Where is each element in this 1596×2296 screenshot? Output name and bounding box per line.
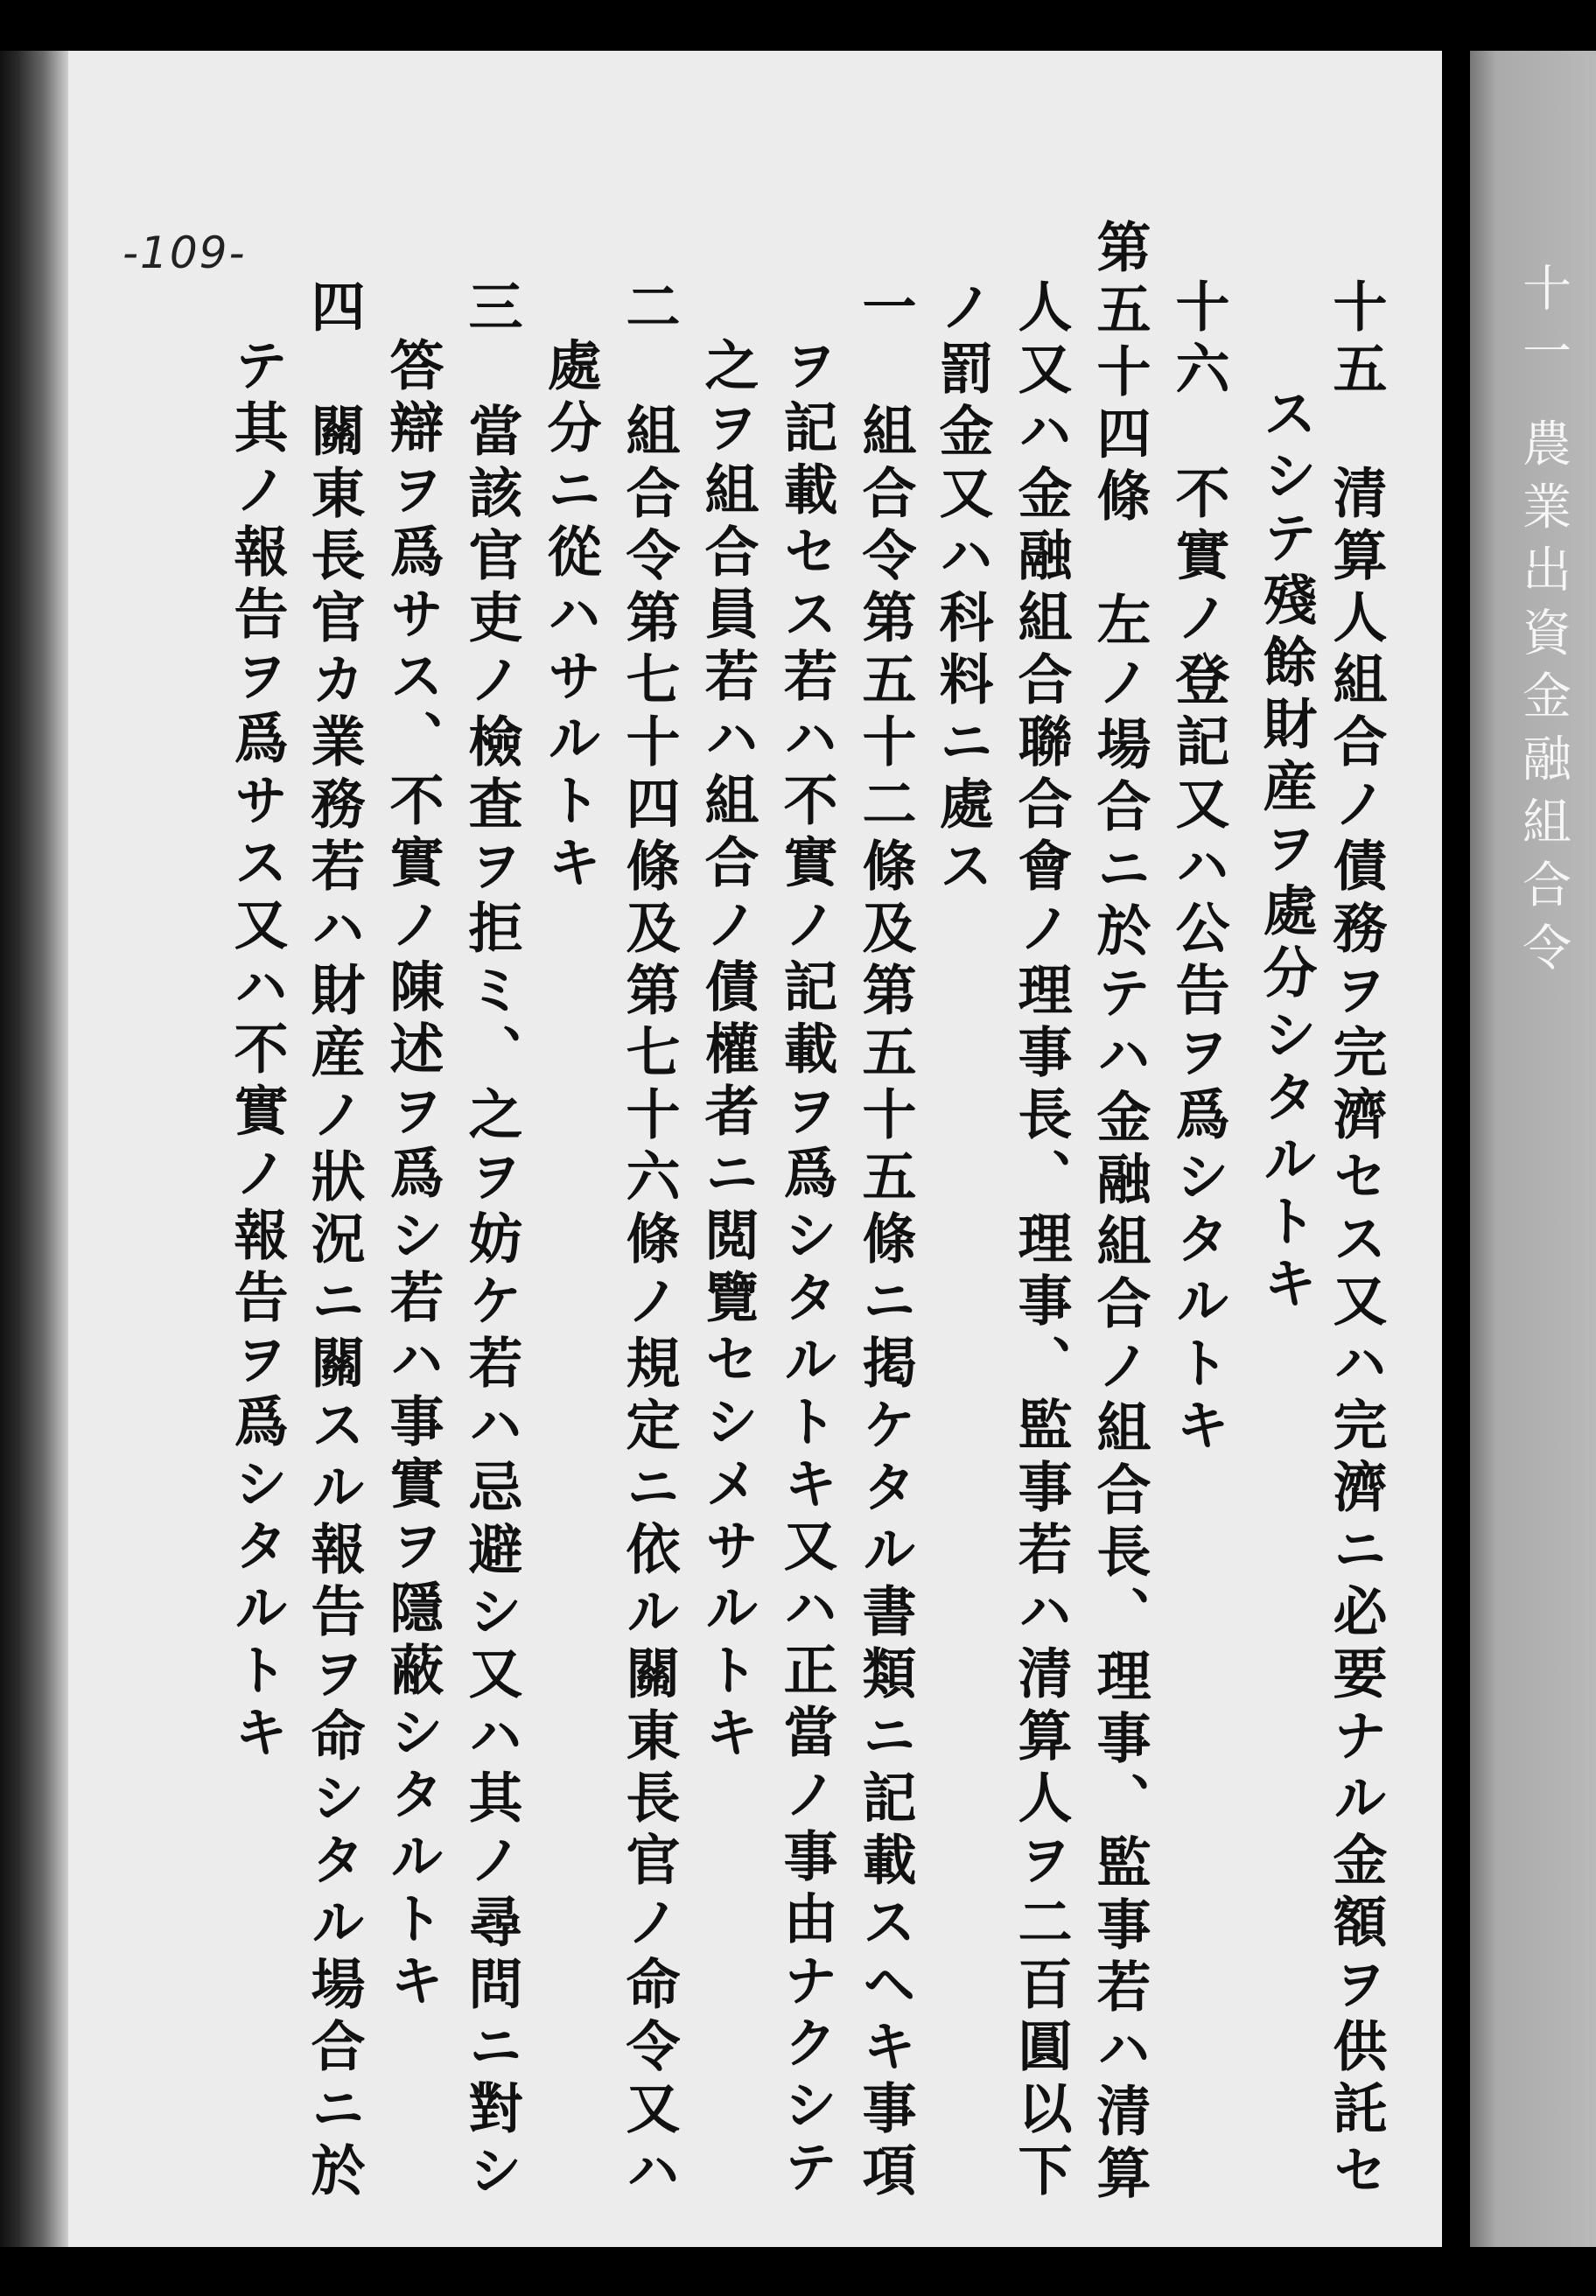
- text-column: 第五十四條 左ノ場合ニ於テハ金融組合ノ組合長、理事、監事若ハ清算: [1088, 219, 1152, 2207]
- book-binding-edge: [0, 51, 68, 2247]
- text-column: 三 當該官吏ノ檢査ヲ拒ミ、之ヲ妨ケ若ハ忌避シ又ハ其ノ尋問ニ對シ: [459, 278, 523, 2204]
- text-column: ヲ記載セス若ハ不實ノ記載ヲ爲シタルトキ又ハ正當ノ事由ナクシテ: [774, 337, 838, 2201]
- text-column: 之ヲ組合員若ハ組合ノ債權者ニ閲覽セシメサルトキ: [696, 337, 760, 1766]
- text-column: 四 關東長官カ業務若ハ財産ノ狀況ニ關スル報告ヲ命シタル場合ニ於: [302, 278, 366, 2204]
- text-column: 人又ハ金融組合聯合會ノ理事長、理事、監事若ハ清算人ヲ二百圓以下: [1009, 278, 1073, 2204]
- text-column: 處分ニ從ハサルトキ: [538, 337, 602, 896]
- text-column: 十六 不實ノ登記又ハ公告ヲ爲シタルトキ: [1166, 278, 1230, 1459]
- text-column: 十五 清算人組合ノ債務ヲ完濟セス又ハ完濟ニ必要ナル金額ヲ供託セ: [1324, 278, 1388, 2204]
- page-number: -109-: [122, 228, 247, 278]
- text-column: スシテ殘餘財産ヲ處分シタルトキ: [1254, 385, 1318, 1317]
- text-column: ノ罰金又ハ科料ニ處ス: [930, 278, 994, 900]
- text-column: 答辯ヲ爲サス、不實ノ陳述ヲ爲シ若ハ事實ヲ隱蔽シタルトキ: [381, 337, 444, 2014]
- text-column: テ其ノ報告ヲ爲サス又ハ不實ノ報告ヲ爲シタルトキ: [225, 337, 289, 1766]
- text-column: 一 組合令第五十二條及第五十五條ニ掲ケタル書類ニ記載スヘキ事項: [853, 278, 917, 2204]
- text-column: 二 組合令第七十四條及第七十六條ノ規定ニ依ル關東長官ノ命令又ハ: [617, 278, 681, 2204]
- facing-page-text: 十一 農業出資金融組合令: [1515, 262, 1572, 985]
